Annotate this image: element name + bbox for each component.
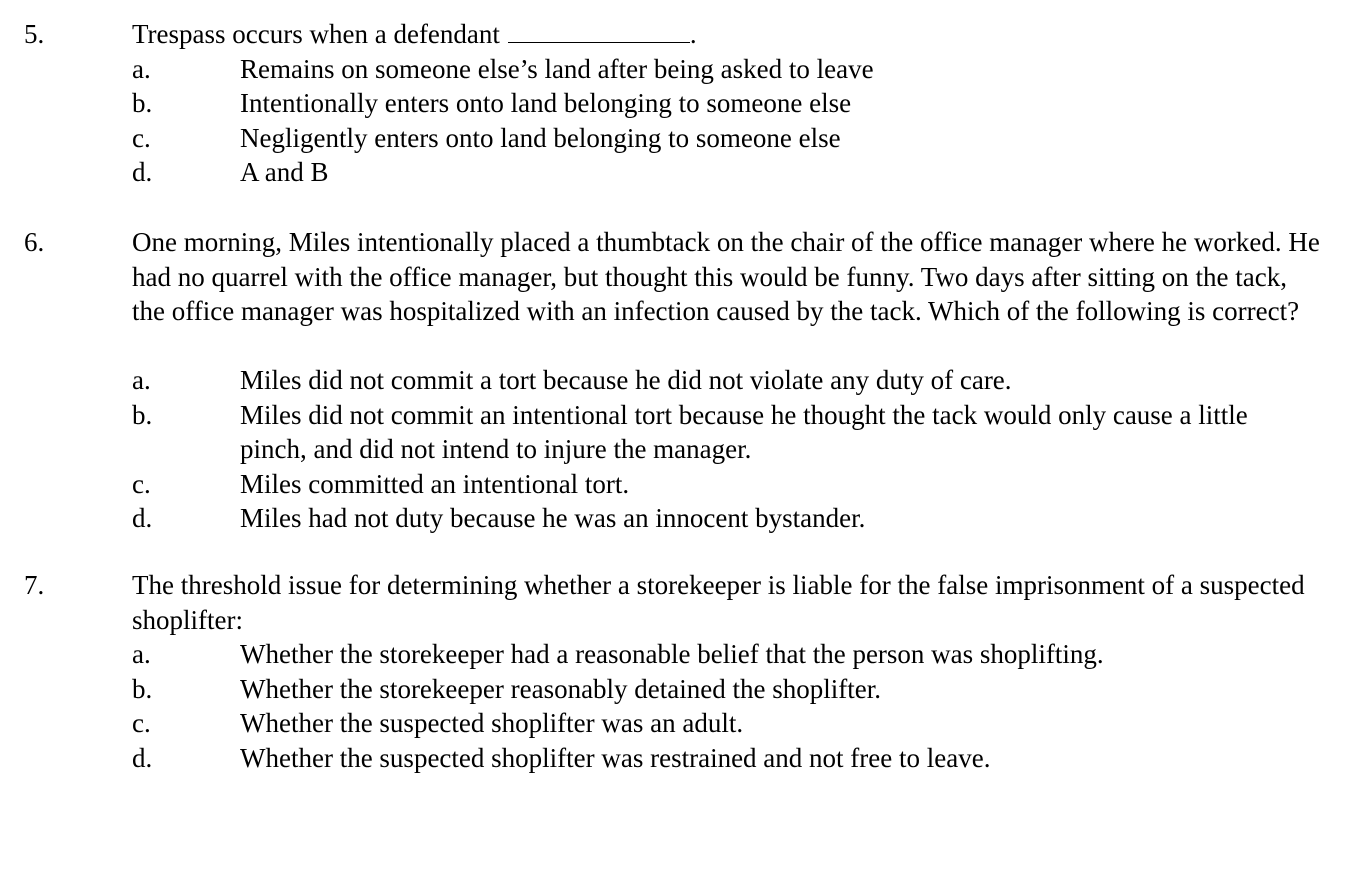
option-letter: a. <box>132 365 151 395</box>
option-text: Whether the storekeeper had a reasonable belief that the person was shoplifting. <box>240 639 1104 669</box>
answer-options <box>0 363 1364 536</box>
option-text: Miles had not duty because he was an innocent bystander. <box>240 503 866 533</box>
option-b <box>0 672 1364 707</box>
option-letter: d. <box>132 503 153 533</box>
question-number: 6. <box>24 227 45 257</box>
option-d <box>0 741 1364 776</box>
option-text: Negligently enters onto land belonging to someone else <box>240 122 841 153</box>
option-text: Whether the storekeeper reasonably detained the shoplifter. <box>240 673 881 704</box>
option-text: Miles did not commit an intentional tort because he thought the tack would only cause a little pinch, and did not intend to injure the manager. <box>240 399 1248 464</box>
option-a <box>0 52 1364 87</box>
option-text: Whether the suspected shoplifter was an adult. <box>240 708 744 738</box>
option-c <box>0 121 1364 156</box>
stem-suffix: . <box>689 19 697 49</box>
question-stem <box>132 17 1322 52</box>
answer-options <box>0 52 1364 190</box>
option-d <box>0 501 1364 536</box>
question-stem: One morning, Miles intentionally placed a thumbtack on the chair of the office manager where he worked. He had no quarrel with the office manager, but thought this would be funny. Two days after sitting on the tack, the office manager was hospitalized with an infection caused by the tack. Which of the following is correct? <box>132 227 1320 326</box>
option-a <box>0 363 1364 398</box>
question-number: 7. <box>24 570 45 600</box>
option-letter: a. <box>132 639 151 669</box>
option-text: A and B <box>240 157 329 187</box>
question-stem-text: Trespass occurs when a defendant <box>132 19 500 49</box>
option-letter: d. <box>132 742 153 773</box>
option-letter: c. <box>132 468 151 499</box>
option-text: Miles committed an intentional tort. <box>240 468 630 499</box>
option-letter: b. <box>132 673 153 704</box>
option-c <box>0 706 1364 741</box>
option-a <box>0 637 1364 672</box>
question-number: 5. <box>24 19 45 49</box>
option-text: Miles did not commit a tort because he did not violate any duty of care. <box>240 365 1012 395</box>
option-c <box>0 467 1364 502</box>
option-letter: d. <box>132 157 153 187</box>
option-text: Whether the suspected shoplifter was restrained and not free to leave. <box>240 742 991 773</box>
answer-blank <box>508 20 690 43</box>
question-stem: The threshold issue for determining whether a storekeeper is liable for the false imprisonment of a suspected shoplifter: <box>132 570 1305 635</box>
option-text: Intentionally enters onto land belonging to someone else <box>240 88 852 118</box>
option-letter: b. <box>132 88 153 118</box>
option-letter: a. <box>132 53 151 84</box>
option-b <box>0 398 1364 467</box>
option-d <box>0 155 1364 190</box>
option-text: Remains on someone else’s land after being asked to leave <box>240 53 874 84</box>
option-letter: c. <box>132 122 151 153</box>
option-letter: b. <box>132 399 153 430</box>
option-letter: c. <box>132 708 151 738</box>
answer-options <box>0 637 1364 775</box>
option-b <box>0 86 1364 121</box>
